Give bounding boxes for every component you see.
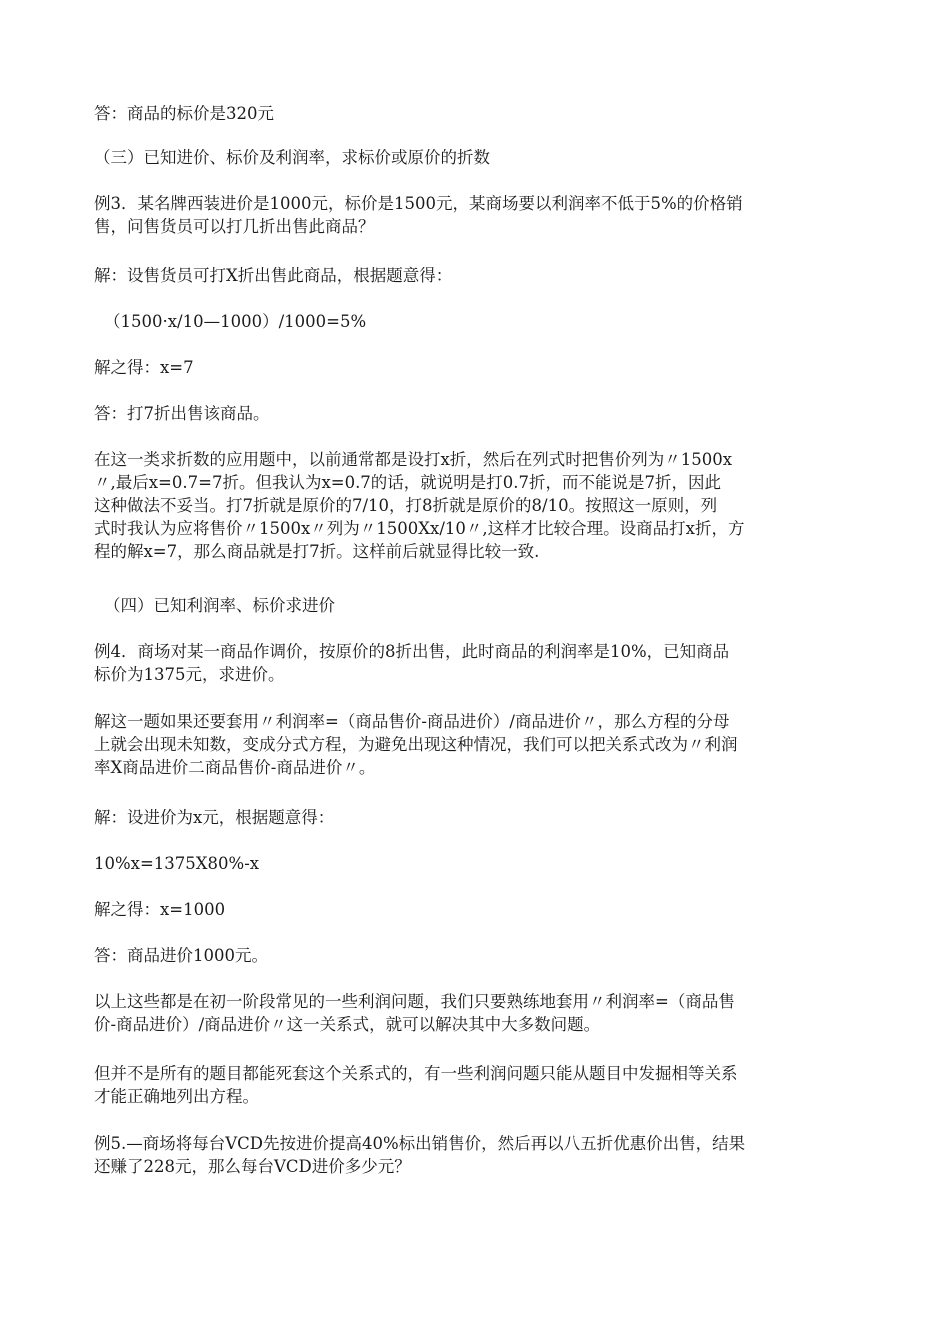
text-line: 售，问售货员可以打几折出售此商品？ xyxy=(94,217,375,236)
answer-paragraph xyxy=(94,944,844,967)
text-line: 答：商品进价1000元。 xyxy=(94,946,268,965)
text-line: 这种做法不妥当。打7折就是原价的7/10，打8折就是原价的8/10。按照这一原则，列 xyxy=(94,496,718,515)
example-paragraph xyxy=(94,640,844,686)
text-line: 上就会出现未知数，变成分式方程，为避免出现这种情况，我们可以把关系式改为〃利润 xyxy=(94,735,738,754)
solve-paragraph xyxy=(94,356,844,379)
answer-paragraph xyxy=(94,102,844,125)
text-line: 解：设进价为x元，根据题意得： xyxy=(94,808,335,827)
text-line: 解之得：x=1000 xyxy=(94,900,226,919)
equation xyxy=(94,852,844,875)
text-line: 例3．某名牌西装进价是1000元，标价是1500元，某商场要以利润率不低于5%的价格销 xyxy=(94,194,743,213)
summary-paragraph xyxy=(94,1062,844,1108)
text-line: 式时我认为应将售价〃1500x〃列为〃1500Xx/10〃,这样才比较合理。设商品打x折，方 xyxy=(94,519,745,538)
text-line: 但并不是所有的题目都能死套这个关系式的，有一些利润问题只能从题目中发掘相等关系 xyxy=(94,1064,738,1083)
text-line: 价-商品进价）/商品进价〃这一关系式，就可以解决其中大多数问题。 xyxy=(94,1015,601,1034)
text-line: 解：设售货员可打X折出售此商品，根据题意得： xyxy=(94,266,453,285)
note-paragraph xyxy=(94,710,844,779)
text-line: 解之得：x=7 xyxy=(94,358,194,377)
summary-paragraph xyxy=(94,990,844,1036)
text-line: 解这一题如果还要套用〃利润率=（商品售价-商品进价）/商品进价〃，那么方程的分母 xyxy=(94,712,730,731)
solution-paragraph xyxy=(94,264,844,287)
text-line: 以上这些都是在初一阶段常见的一些利润问题，我们只要熟练地套用〃利润率=（商品售 xyxy=(94,992,735,1011)
text-line: 才能正确地列出方程。 xyxy=(94,1087,259,1106)
text-line: 例4．商场对某一商品作调价，按原价的8折出售，此时商品的利润率是10%，已知商品 xyxy=(94,642,730,661)
text-line: 还赚了228元，那么每台VCD进价多少元？ xyxy=(94,1157,411,1176)
equation xyxy=(104,310,854,333)
text-line: （1500·x/10—1000）/1000=5% xyxy=(104,312,367,331)
section-heading xyxy=(94,146,844,169)
text-line: 答：打7折出售该商品。 xyxy=(94,404,270,423)
solve-paragraph xyxy=(94,898,844,921)
example-paragraph xyxy=(94,192,844,238)
section-heading xyxy=(104,594,854,617)
text-line: 〃,最后x=0.7=7折。但我认为x=0.7的话，就说明是打0.7折，而不能说是7折，因此 xyxy=(94,473,722,492)
text-line: 程的解x=7，那么商品就是打7折。这样前后就显得比较一致. xyxy=(94,542,540,561)
example-paragraph xyxy=(94,1132,844,1178)
solution-paragraph xyxy=(94,806,844,829)
text-line: 在这一类求折数的应用题中，以前通常都是设打x折，然后在列式时把售价列为〃1500x xyxy=(94,450,733,469)
text-line: 答：商品的标价是320元 xyxy=(94,104,274,123)
answer-paragraph xyxy=(94,402,844,425)
text-line: 率X商品进价二商品售价-商品进价〃。 xyxy=(94,758,376,777)
text-line: （四）已知利润率、标价求进价 xyxy=(104,596,335,615)
text-line: 标价为1375元，求进价。 xyxy=(94,665,285,684)
discussion-paragraph xyxy=(94,448,844,563)
text-line: 例5.—商场将每台VCD先按进价提高40%标出销售价，然后再以八五折优惠价出售，结果 xyxy=(94,1134,746,1153)
text-line: （三）已知进价、标价及利润率，求标价或原价的折数 xyxy=(94,148,490,167)
text-line: 10%x=1375X80%-x xyxy=(94,854,260,873)
